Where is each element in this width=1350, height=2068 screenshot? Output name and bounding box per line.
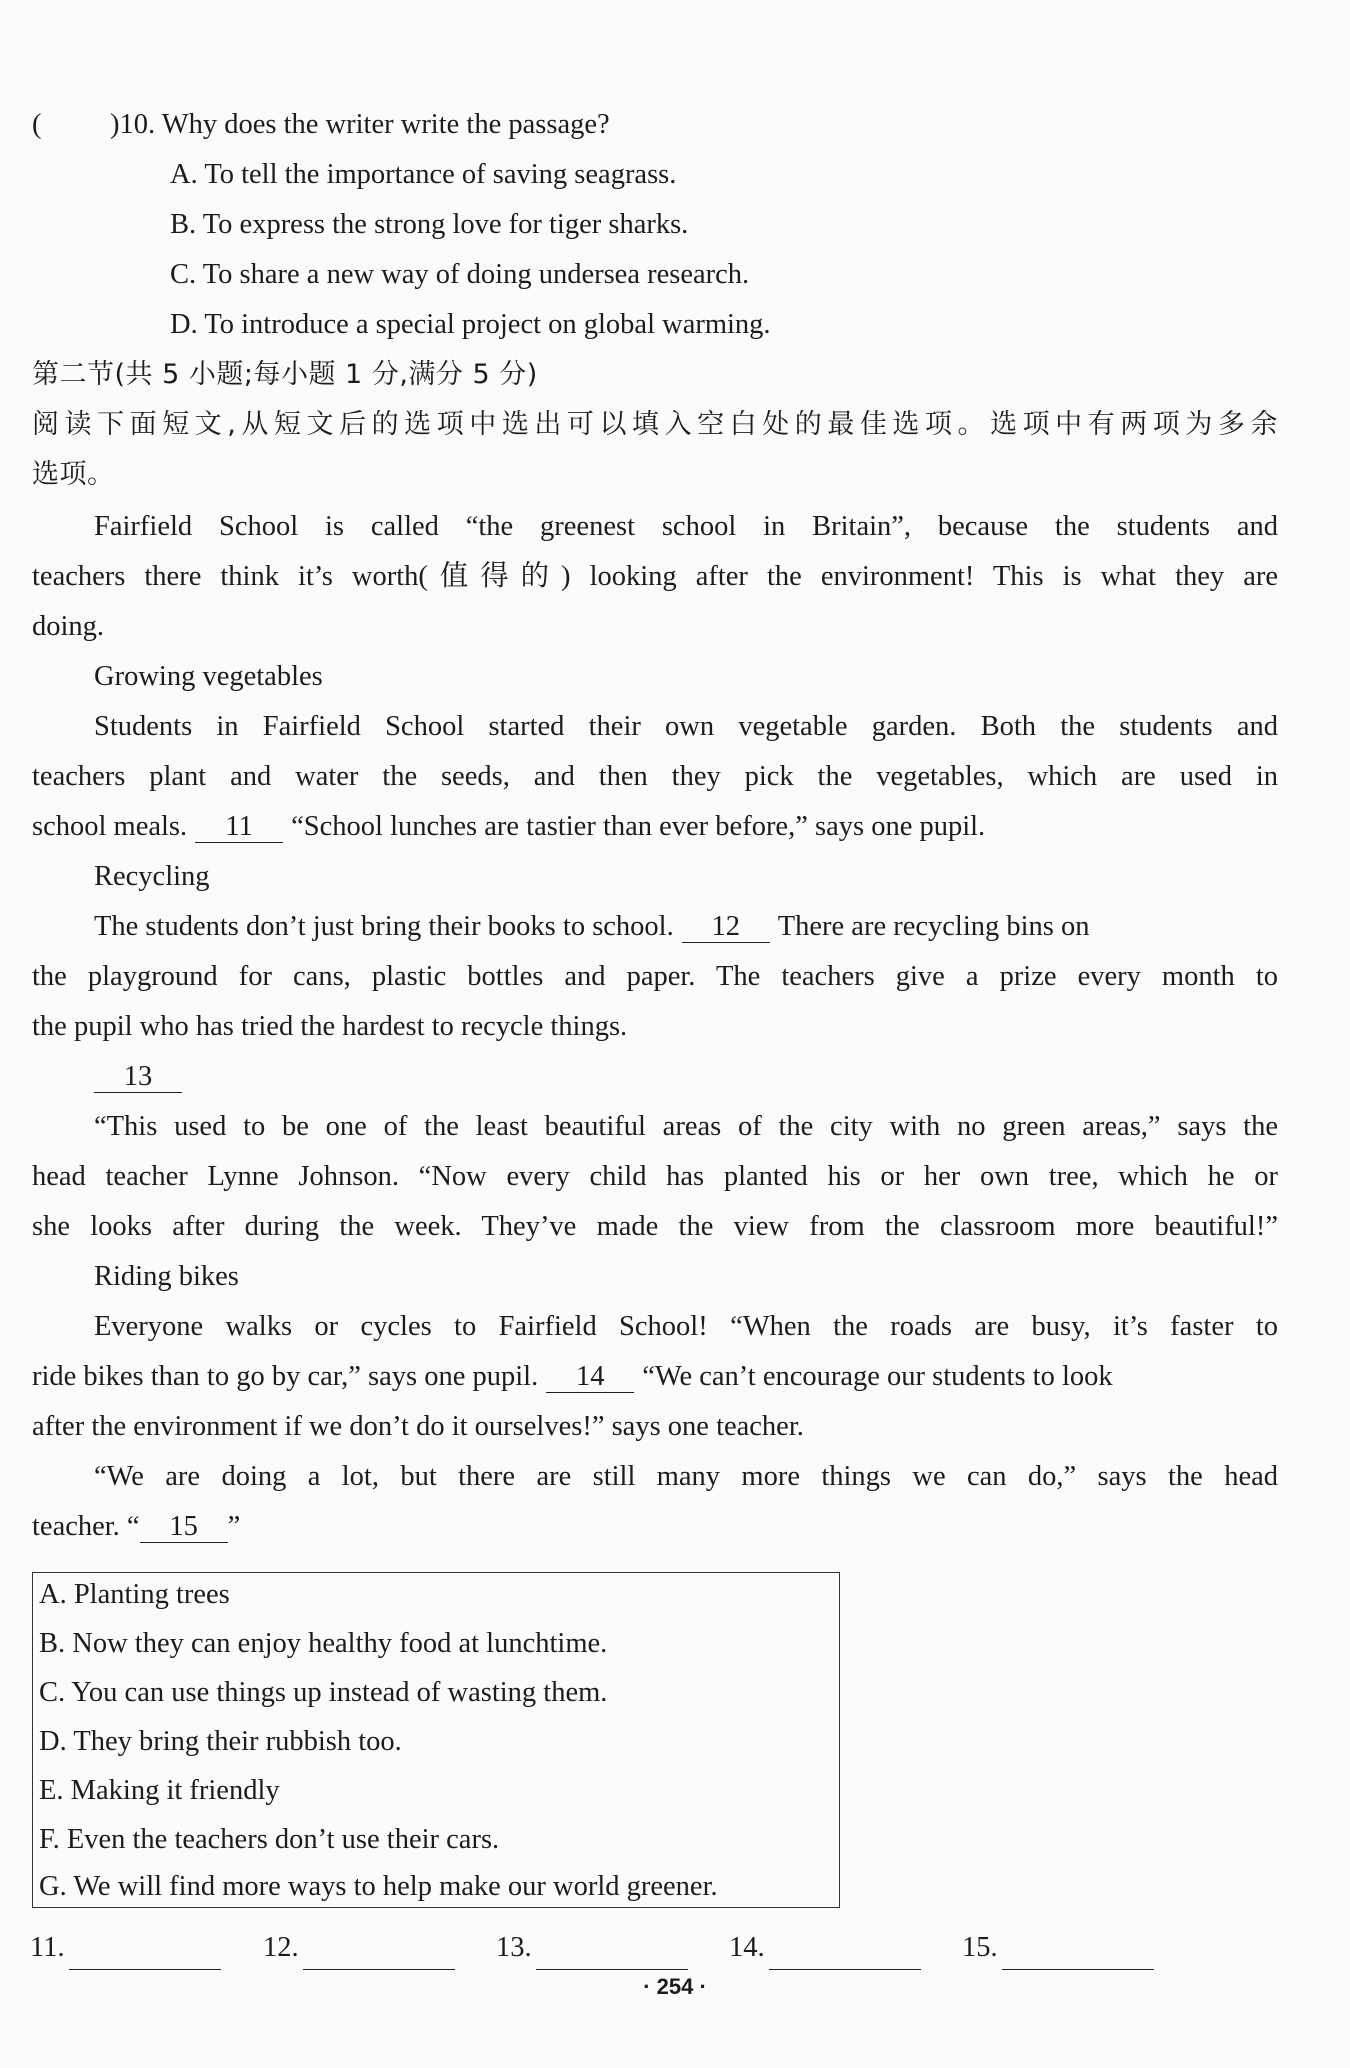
passage-text: “School lunches are tastier than ever before,” says one pupil. [291, 811, 986, 842]
passage-p5-line2 [32, 1352, 1278, 1402]
answer-label: 13. [496, 1932, 532, 1963]
passage-text: There are recycling bins on [777, 911, 1090, 942]
question-10-option-d: D. To introduce a special project on global warming. [170, 309, 771, 340]
passage-p6-line2 [32, 1502, 1278, 1552]
passage-p3-line3: the pupil who has tried the hardest to recycle things. [32, 1011, 628, 1042]
page-number: · 254 · [643, 1974, 707, 1999]
subheading-recycling: Recycling [94, 861, 210, 892]
blank-13: 13 [94, 1062, 182, 1093]
question-10-text: )10. Why does the writer write the passage? [110, 109, 610, 140]
section-heading: 第二节(共 5 小题;每小题 1 分,满分 5 分) [32, 359, 538, 390]
option-f: F. Even the teachers don’t use their cars. [39, 1824, 500, 1855]
passage-p2-line1: Students in Fairfield School started their own vegetable garden. Both the students and [94, 711, 1278, 742]
subheading-riding-bikes: Riding bikes [94, 1261, 239, 1292]
option-g: G. We will find more ways to help make our world greener. [39, 1871, 718, 1902]
answer-label: 12. [263, 1932, 299, 1963]
passage-text: school meals. [32, 811, 188, 842]
section-instruction-line1: 阅读下面短文,从短文后的选项中选出可以填入空白处的最佳选项。选项中有两项为多余 [32, 409, 1278, 440]
option-a: A. Planting trees [39, 1579, 230, 1610]
answer-label: 11. [30, 1932, 65, 1963]
passage-p4-line1: “This used to be one of the least beautiful areas of the city with no green areas,” says the [94, 1111, 1278, 1142]
passage-p1-line1: Fairfield School is called “the greenest school in Britain”, because the students and [94, 511, 1278, 542]
question-10-option-c: C. To share a new way of doing undersea research. [170, 259, 750, 290]
answer-paren: ( [32, 109, 42, 140]
answer-line[interactable] [303, 1939, 455, 1970]
answer-blank-12[interactable] [263, 1926, 455, 1970]
subheading-growing-vegetables: Growing vegetables [94, 661, 323, 692]
option-d: D. They bring their rubbish too. [39, 1726, 402, 1757]
passage-p2-line2: teachers plant and water the seeds, and then they pick the vegetables, which are used in [32, 761, 1278, 792]
passage-p4-line3: she looks after during the week. They’ve made the view from the classroom more beautiful!” [32, 1211, 1278, 1242]
subheading-blank-13 [94, 1052, 1278, 1102]
option-b: B. Now they can enjoy healthy food at lunchtime. [39, 1628, 608, 1659]
passage-p4-line2: head teacher Lynne Johnson. “Now every child has planted his or her own tree, which he or [32, 1161, 1278, 1192]
answer-label: 14. [729, 1932, 765, 1963]
blank-12: 12 [682, 912, 770, 943]
answer-blank-15[interactable] [962, 1926, 1154, 1970]
question-10-stem [32, 100, 1278, 150]
passage-p6-line1: “We are doing a lot, but there are still many more things we can do,” says the head [94, 1461, 1278, 1492]
answer-blank-11[interactable] [30, 1926, 221, 1970]
answer-label: 15. [962, 1932, 998, 1963]
option-e: E. Making it friendly [39, 1775, 280, 1806]
answer-line[interactable] [1002, 1939, 1154, 1970]
question-10-option-b: B. To express the strong love for tiger sharks. [170, 209, 689, 240]
question-10-option-a: A. To tell the importance of saving seagrass. [170, 159, 677, 190]
passage-p3-line2: the playground for cans, plastic bottles and paper. The teachers give a prize every month to [32, 961, 1278, 992]
section-instruction-line2: 选项。 [32, 459, 115, 490]
passage-text: The students don’t just bring their books to school. [94, 911, 674, 942]
passage-text: “We can’t encourage our students to look [642, 1361, 1113, 1392]
answer-line[interactable] [536, 1939, 688, 1970]
passage-text: ride bikes than to go by car,” says one pupil. [32, 1361, 539, 1392]
answer-blank-14[interactable] [729, 1926, 921, 1970]
answer-line[interactable] [69, 1939, 221, 1970]
passage-p2-line3 [32, 802, 1278, 852]
answer-blank-13[interactable] [496, 1926, 688, 1970]
passage-p5-line1: Everyone walks or cycles to Fairfield School! “When the roads are busy, it’s faster to [94, 1311, 1278, 1342]
passage-p1-line2: teachers there think it’s worth(值得的) looking after the environment! This is what they are [32, 561, 1278, 592]
blank-14: 14 [546, 1362, 634, 1393]
option-c: C. You can use things up instead of wasting them. [39, 1677, 608, 1708]
blank-11: 11 [195, 812, 283, 843]
passage-text: teacher. “ [32, 1511, 140, 1542]
passage-p5-line3: after the environment if we don’t do it ourselves!” says one teacher. [32, 1411, 804, 1442]
passage-p1-line3: doing. [32, 611, 105, 642]
passage-text: ” [227, 1511, 241, 1542]
blank-15: 15 [140, 1512, 228, 1543]
options-box [32, 1572, 840, 1908]
answer-line[interactable] [769, 1939, 921, 1970]
passage-p3-line1 [94, 902, 1278, 952]
